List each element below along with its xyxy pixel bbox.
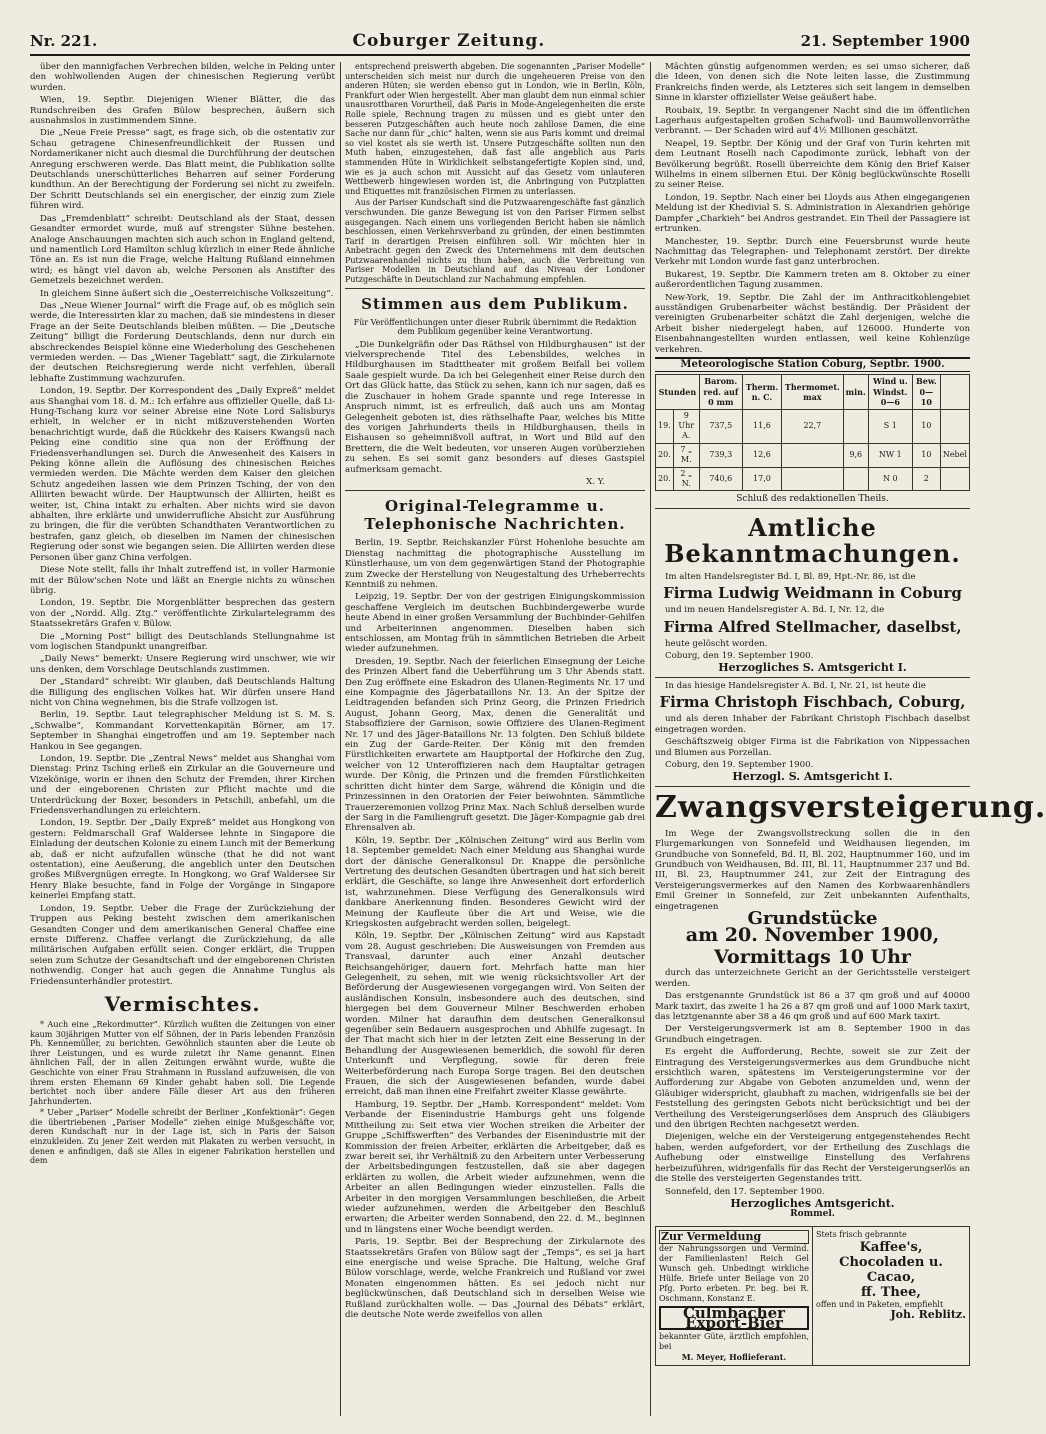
notice-signature: Herzogl. S. Amtsgericht I. xyxy=(732,770,893,784)
notice-text: In das hiesige Handelsregister A. Bd. I, Nr. 21, ist heute die xyxy=(665,680,926,691)
table-cell: Nebel xyxy=(940,443,969,467)
notice-date: Coburg, den 19. September 1900. xyxy=(665,759,814,770)
notice-date: Sonnefeld, den 17. September 1900. xyxy=(665,1186,825,1197)
ad-culmbacher xyxy=(656,1227,812,1365)
ad-product: Culmbacher Export-Bier xyxy=(659,1306,809,1330)
table-cell: 22,7 xyxy=(782,409,844,443)
article-paragraph: Mächten günstig aufgenommen werden; es sei umso sicherer, daß die Ideen, von denen sich die Note leiten lasse, die Zustimmung Frankreichs finden werde, als Letzteres sich seit langem in demselben Sinne in klarster offiziellster Weise geäußert habe. xyxy=(655,62,970,104)
article-paragraph: Wien, 19. Septbr. Diejenigen Wiener Blätter, die das Rundschreiben des Grafen Bülow besprechen, äußern sich ausnahmslos in zustimmendem Sinne. xyxy=(30,95,335,127)
issue-number: Nr. 221. xyxy=(30,32,98,50)
weather-table xyxy=(655,374,970,491)
article-paragraph: entsprechend preiswerth abgeben. Die sogenannten „Pariser Modelle“ unterscheiden sich meist nur durch die ungeheueren Preise von den anderen Hüten; sie werden ebenso gut in London, wie in Berlin, Köln, Frankfurt oder Wien hergestellt. Aber man glaubt dem nun einmal schier unausrottbaren Vorurtheil, daß Paris in Mode-Angelegenheiten die erste Rolle spiele, Rechnung tragen zu müssen und es giebt unter den besseren Putzgeschäften auch heute noch zahllose Damen, die eine Sache nur dann für „chic“ halten, wenn sie aus Paris kommt und dreimal so viel kostet als sie werth ist. Unsere Putzgeschäfte sollten nun den Muth haben, einzugestehen, daß fast alle angeblich aus Paris stammenden Hüte in Wirklichkeit selbstangefertigte Kopien sind, und, wie es ja auch schon mit Aussicht auf das Gesetz vom unlauteren Wettbewerb hingewiesen worden ist, die Anbringung von Putzplatten und Etiquettes mit französischen Firmen zu unterlassen. xyxy=(345,62,645,196)
section-disclaimer: Für Veröffentlichungen unter dieser Rubrik übernimmt die Redaktion dem Publikum gegenüber keine Verantwortung. xyxy=(353,317,637,336)
notice-text: und im neuen Handelsregister A. Bd. I, Nr. 12, die xyxy=(665,605,885,616)
table-cell: 739,3 xyxy=(699,443,742,467)
table-row xyxy=(656,443,970,467)
divider xyxy=(345,288,645,289)
article-paragraph: Bukarest, 19. Septbr. Die Kammern treten am 8. Oktober zu einer außerordentlichen Tagung zusammen. xyxy=(655,269,970,291)
notice-signature: Herzogliches Amtsgericht. xyxy=(730,1196,895,1210)
page-header xyxy=(30,28,970,56)
table-cell: 2 „ N. xyxy=(673,467,699,491)
ad-signature: Joh. Reblitz. xyxy=(890,1307,966,1321)
weather-col-wind: Wind u. Windst. 0—6 xyxy=(868,375,912,409)
ad-product: Cacao, xyxy=(866,1269,916,1285)
telegram-paragraph: Köln, 19. Septbr. Der „Kölnischen Zeitung“ wird aus Berlin vom 18. September gemeldet: Nach einer Meldung aus Shanghai wurde dort der dänische Generalkonsul Dr. Knappe die persönliche Vertretung des deutschen Gesandten übertragen und hat sich bereit erklärt, die Geschäfte, so lange ihre Anwesenheit dort erforderlich ist, wahrzunehmen. Diese Verfügung des Generalkonsuls wird dankbare Anerkennung finden. Besonderes Gewicht wird der Meinung der Kaufleute über die Art und Weise, wie die Kriegskosten aufgebracht werden sollen, beigelegt. xyxy=(345,835,645,929)
column-rule xyxy=(650,62,651,1416)
article-paragraph: London, 19. Septbr. Nach einer bei Lloyds aus Athen eingegangenen Meldung ist der Khedivial S. S. Administration in Alexandrien gehörige Dampfer „Charkieh“ bei Andros gestrandet. Ein Theil der Passagiere ist ertrunken. xyxy=(655,192,970,235)
table-cell xyxy=(843,409,868,443)
notice-text: durch das unterzeichnete Gericht an der Gerichtsstelle versteigert werden. xyxy=(655,968,970,989)
table-cell: 737,5 xyxy=(699,409,742,443)
column-2 xyxy=(345,62,645,1416)
article-paragraph: London, 19. Septbr. Ueber die Frage der Zurückziehung der Truppen aus Peking besteht zwischen dem amerikanischen Gesandten Conger und dem amerikanischen General Chaffee eine ernste Differenz. Chaffee verlangt die Zurückziehung, da alle militärischen Aufgaben erfüllt seien. Conger erklärt, die Truppen seien zum Schutze der Gesandtschaft und der eingeborenen Christen nothwendig. Conger hat auch gegen die Annahme Tunglus als Friedensunterhändler protestirt. xyxy=(30,903,335,987)
ad-signature: M. Meyer, Hoflieferant. xyxy=(681,1351,787,1362)
article-paragraph: London, 19. Septbr. Die Morgenblätter besprechen das gestern von der „Nordd. Allg. Ztg.“ veröffentlichte Zirkulartelegramm des Staatssekretärs Grafen v. Bülow. xyxy=(30,598,335,630)
table-cell: NW 1 xyxy=(868,443,912,467)
telegram-paragraph: Köln, 19. Septbr. Der „Kölnischen Zeitung“ wird aus Kapstadt vom 28. August geschrieben: Die Ausweisungen von Fremden aus Transvaal, darunter auch einer Anzahl deutscher Reichsangehöriger, dauern fort. Mehrfach hatte man hier Gelegenheit, zu sehen, mit wie wenig rücksichtsvoller Art der Beförderung der Ausgewiesenen vorgegangen wird. Von Seiten der ausländischen Konsuln, insbesondere auch des deutschen, sind hiergegen bei dem Gouverneur Milner Beschwerden erhoben worden. Milner hat daraufhin dem deutschen Generalkonsul gegenüber sein Bedauern ausgesprochen und Abhilfe zugesagt. In der That macht sich hier in der letzten Zeit eine Besserung in der Behandlung der Ausgewiesenen bemerklich, die sowohl für deren Unterkunft und Verpflegung, sowie für deren freie Weiterbeförderung nach Europa Sorge tragen. Bei den deutschen Frauen, die sich der Ausgewiesenen befanden, wurde dabei erreicht, daß man ihnen eine Freifahrt zweiter Klasse gewährte. xyxy=(345,931,645,1098)
ad-product: ff. Thee, xyxy=(861,1284,921,1300)
table-cell: 12,6 xyxy=(742,443,781,467)
firm-name: Firma Ludwig Weidmann in Coburg xyxy=(663,584,962,603)
table-cell xyxy=(782,467,844,491)
article-paragraph: Diese Note stellt, falls ihr Inhalt zutreffend ist, in voller Harmonie mit der Bülow'schen Note und läßt an Energie nichts zu wünschen übrig. xyxy=(30,565,335,596)
weather-table-header xyxy=(656,375,970,409)
notice-text: Es ergeht die Aufforderung, Rechte, soweit sie zur Zeit der Eintragung des Versteigerungsvermerkes aus dem Grundbuche nicht ersichtlich waren, spätestens im Versteigerungstermine vor der Aufforderung zur Abgabe von Geboten anzumelden und, wenn der Gläubiger widerspricht, glaubhaft zu machen, widrigenfalls sie bei der Feststellung des geringsten Gebots nicht berücksichtigt und bei der Vertheilung des Versteigerungserlöses dem Anspruch des Gläubigers und den übrigen Rechten nachgesetzt werden. xyxy=(655,1047,970,1131)
weather-col-barom: Barom. red. auf 0 mm xyxy=(699,375,742,409)
article-paragraph: London, 19. Septbr. Die „Zentral News“ meldet aus Shanghai vom Dienstag: Prinz Tsching erließ ein Zirkular an die Gouverneure und Vizekönige, worin er ihnen den Schutz der Fremden, ihrer Kirchen und der eingeborenen Christen zur Pflicht machte und die Unterdrückung der Boxer, besonders in Petschili, anbefahl, um die Friedensverhandlungen zu erleichtern. xyxy=(30,754,335,817)
table-cell: 10 xyxy=(912,409,940,443)
section-heading-vermischtes: Vermischtes. xyxy=(104,991,261,1016)
article-paragraph: Der „Standard“ schreibt: Wir glauben, daß Deutschlands Haltung die Billigung des englischen Volkes hat. Wir dürfen unsere Hand nicht von China wegnehmen, bis die Strafe vollzogen ist. xyxy=(30,677,335,708)
table-cell xyxy=(940,409,969,443)
article-paragraph: Manchester, 19. Septbr. Durch eine Feuersbrunst wurde heute Nachmittag das Telegraphen- und Telephonamt zerstört. Der direkte Verkehr mit London wurde fast ganz unterbrochen. xyxy=(655,236,970,268)
firm-name: Firma Christoph Fischbach, Coburg, xyxy=(659,693,966,712)
divider xyxy=(655,677,970,678)
ad-product: Chocoladen u. xyxy=(839,1254,943,1270)
article-paragraph: London, 19. Septbr. Der Korrespondent des „Daily Expreß“ meldet aus Shanghai vom 18. d. M.: Ich erfahre aus offizieller Quelle, daß Li-Hung-Tschang kurz vor seiner Abreise eine Note Lord Salisburys erhielt, in welcher er in nicht mißzuverstehenden Worten benachrichtigt wurde, daß die Rückkehr des Kaisers Kwangsü nach Peking eine conditio sine qua non der Eröffnung der Friedensverhandlungen sei. Durch die Anwesenheit des Kaisers in Peking könne allein die Auflösung des chinesischen Reiches vermieden werden. Die Mächte werden dem Kaiser den gleichen Schutz angedeihen lassen wie dem Prinzen Tsching, der von den Alliirten bewacht würde. Der Hauptwunsch der Alliirten, heißt es weiter, ist, China intakt zu erhalten. Aber nichts wird sie davon abhalten, ihre erklärte und unwiderrufliche Absicht zur Ausführung zu bringen, die für die verübten Schandthaten Verantwortlichen zu bestrafen, ganz gleich, ob dieselben im Namen der chinesischen Regierung oder sonst wie begangen seien. Die Alliirten werden diese Personen über ganz China verfolgen. xyxy=(30,386,335,563)
table-cell: 9,6 xyxy=(843,443,868,467)
table-cell: 7 „ M. xyxy=(673,443,699,467)
notice-signature: Herzogliches S. Amtsgericht I. xyxy=(718,661,907,675)
editorial-end-note: Schluß des redaktionellen Theils. xyxy=(736,494,889,505)
table-cell xyxy=(843,467,868,491)
telegram-paragraph: Paris, 19. Septbr. Bei der Besprechung der Zirkularnote des Staatssekretärs Grafen von Bülow sagt der „Temps“, es sei ja hart eine energische und weise Sprache. Die Haltung, welche Graf Bülow vorschlage, werde, welche Frankreich und Rußland vor zwei Monaten eingenommen hätten. Es sei jedoch nicht nur beglückwünschen, daß Deutschland sich in derselben Weise wie Rußland zurückhalten wolle. — Das „Journal des Débats“ erklärt, die deutsche Note werde zweifellos von allen xyxy=(345,1237,645,1320)
table-cell: 19. xyxy=(656,409,674,443)
ad-text: offen und in Paketen, empfiehlt xyxy=(816,1299,944,1309)
letter-paragraph: „Die Dunkelgräfin oder Das Räthsel von Hildburghausen“ ist der vielversprechende Titel des Lebensbildes, welches in Hildburghausen im Stadttheater mit großem Beifall bei vollem Saale gespielt wurde. Da ich bei Gelegenheit einer Reise durch den Ort das Glück hatte, das Stück zu sehen, kann ich nur sagen, daß es die Zuschauer in hohem Grade spannte und rege Interesse in Anspruch nimmt, ist es erfreulich, daß auch uns am Montag Gelegenheit geboten ist, dies räthselhafte Paar, welches bis Mitte des vorigen Jahrhunderts theils in Hildburghausen, theils in Eishausen so geheimnißvoll auftrat, in Wort und Bild auf den Brettern, die die Welt bedeuten, vor unseren Augen vorüberziehen zu sehen. Es sei somit ganz besonders auf dieses Gastspiel aufmerksam gemacht. xyxy=(345,339,645,475)
ad-reblitz xyxy=(812,1227,969,1365)
section-heading-amtliche: Amtliche Bekanntmachungen. xyxy=(664,512,961,568)
ad-text: der Nahrungssorgen und Vermind. der Familienlasten! Reich Gel Wunsch geh. Unbedingt wirkliche Hülfe. Briefe unter Beilage von 20 Pfg. Porto erbeten. Pr. beg. bei R. Oschmann, Konstanz E. xyxy=(659,1243,809,1303)
article-paragraph: Das „Fremdenblatt“ schreibt: Deutschland als der Staat, dessen Gesandter ermordet wurde, muß auf strengster Sühne bestehen. Analoge Anschauungen machten sich auch schon in England geltend, und namentlich Lord Hamilton schlug kürzlich in einer Rede ähnliche Töne an. Es ist nun die Frage, welche Haltung Rußland einnehmen wird; es hängt viel davon ab, welche Personen als Anstifter des Gemetzels bezeichnet werden. xyxy=(30,213,335,287)
notice-date: Coburg, den 19. September 1900. xyxy=(665,651,814,662)
telegram-paragraph: Hamburg, 19. Septbr. Der „Hamb. Korrespondent“ meldet: Vom Verbande der Eisenindustrie Hamburgs geht uns folgende Mittheilung zu: Seit etwa vier Wochen streiken die Arbeiter der Gruppe „Schiffswerften“ des Verbandes der Eisenindustrie mit der Kommission der freien Arbeiter, erklärten die Arbeitgeber, daß es zwar bereit sei, ihr Verhältniß zu den Arbeitern unter Verbesserung der Arbeitsbedingungen festzustellen, daß sie aber dagegen erklärten zu wollen, die Arbeit wieder aufzunehmen, wenn die Arbeiter an allen Bedingungen wieder einzustellen. Falls die Arbeiter in den morgigen Versammlungen beschließen, die Arbeit wieder aufzunehmen, werden die Arbeitgeber den Beschluß erwarten; die Arbeiter werden Sonnabend, den 22. d. M., beginnen und in längstens einer Woche beendigt werden. xyxy=(345,1099,645,1235)
article-paragraph: London, 19. Septbr. Der „Daily Expreß“ meldet aus Hongkong von gestern: Feldmarschall Graf Waldersee lehnte in Singapore die Einladung der deutschen Kolonie zu einem Lunch mit der Bemerkung ab, daß er nicht aufzufallen wünsche (that he did not want ostentation), eine Aeußerung, die angeblich unter den Deutschen großes Mißvergnügen erregte. In Hongkong, wo Graf Waldersee Sir Henry Blake besuchte, fand in Folge der Vorgänge in Singapore keinerlei Empfang statt. xyxy=(30,818,335,902)
table-cell: S 1 xyxy=(868,409,912,443)
table-cell: 9 Uhr A. xyxy=(673,409,699,443)
table-cell: 10 xyxy=(912,443,940,467)
issue-date: 21. September 1900 xyxy=(800,32,970,50)
article-paragraph: Die „Neue Freie Presse“ sagt, es frage sich, ob die ostentativ zur Schau getragene Chinesenfreundlichkeit der Russen und Nordamerikaner nicht auch diesmal die Durchführung der deutschen Anregung erschweren werde. Das Blatt meint, die Publikation sollte Deutschlands unerschütterliches Beharren auf seiner Forderung kundthun. An der Berechtigung der Forderung sei nicht zu zweifeln. Der Schritt Deutschlands sei ein energischer, der einzig zum Ziele führen wird. xyxy=(30,128,335,212)
telegram-paragraph: Leipzig, 19. Septbr. Der von der gestrigen Einigungskommission geschaffene Vergleich im deutschen Buchbindergewerbe wurde heute Abend in einer großen Versammlung der Buchbinder-Gehilfen und Arbeiterinnen angenommen. Dieselben haben sich entschlossen, am Montag früh in sämmtlichen Betrieben die Arbeit wieder aufzunehmen. xyxy=(345,592,645,655)
table-cell: N 0 xyxy=(868,467,912,491)
divider xyxy=(655,786,970,787)
ad-product: Kaffee's, xyxy=(859,1239,923,1255)
auction-date: am 20. November 1900, Vormittags 10 Uhr xyxy=(685,924,940,969)
newspaper-title: Coburger Zeitung. xyxy=(352,31,546,51)
misc-paragraph: * Auch eine „Rekordmutter“. Kürzlich wußten die Zeitungen von einer kaum 30jährigen Mutter von elf Söhnen, der in Paris lebenden Französin Ph. Kennemüller, zu berichten. Gewöhnlich staunten aber die Leute ob ihrer Leistungen, und es wurde zuletzt ihr Name genannt. Einen ähnlichen Fall, der in allen Zeitungen erwähnt wurde, wußte die Geschichte von einer Frau Strahmann in Russland aufzuweisen, die von ihrem ersten Ehemann 69 Kinder gehabt haben soll. Die Legende berichtet noch über andere Fälle dieser Art aus den früheren Jahrhunderten. xyxy=(30,1019,335,1106)
table-cell: 2 xyxy=(912,467,940,491)
weather-col-stunden: Stunden xyxy=(656,375,700,409)
article-paragraph: Roubaix, 19. Septbr. In vergangener Nacht sind die im öffentlichen Lagerhaus aufgestapelten großen Schafwoll- und Baumwollenvorräthe verbrannt. — Der Schaden wird auf 4½ Millionen geschätzt. xyxy=(655,105,970,137)
weather-col-min: min. xyxy=(843,375,868,409)
table-cell: 20. xyxy=(656,467,674,491)
column-1 xyxy=(30,62,335,1416)
section-heading-telegramme: Original-Telegramme u. Telephonische Nachrichten. xyxy=(364,497,626,534)
firm-name: Firma Alfred Stellmacher, daselbst, xyxy=(663,617,962,636)
notice-text: und als deren Inhaber der Fabrikant Christoph Fischbach daselbst eingetragen worden. xyxy=(655,714,970,735)
section-heading-stimmen: Stimmen aus dem Publikum. xyxy=(361,294,629,313)
ad-text: Stets frisch gebrannte xyxy=(816,1229,907,1239)
advertisements xyxy=(655,1226,970,1366)
article-paragraph: Aus der Pariser Kundschaft sind die Putzwaarengeschäfte fast gänzlich verschwunden. Die ganze Bewegung ist von den Pariser Firmen selbst ausgegangen. Nach einem uns vorliegenden Bericht haben sie nämlich beschlossen, einen Verkehrsverband zu gründen, der einen bestimmten Tarif in derartigen Preisen einführen soll. Wir möchten hier in Anbetracht gegen den Zweck des Unternehmens mit dem deutschen Putzwaarenhandel nichts zu thun haben, auch die Verbreitung von Pariser Modellen in Deutschland auf das Niveau der Londoner Putzgeschäfte in Deutschland zur Nachahmung empfehlen. xyxy=(345,198,645,285)
weather-col-max: Thermomet. max xyxy=(782,375,844,409)
weather-table-title: Meteorologische Station Coburg, Septbr. 1900. xyxy=(655,357,970,372)
notice-text: Im alten Handelsregister Bd. I, Bl. 89, Hpt.-Nr. 86, ist die xyxy=(665,571,916,582)
zwangsversteigerung-heading: Zwangsversteigerung. xyxy=(655,789,1046,825)
notice-text: Das erstgenannte Grundstück ist 86 a 37 qm groß und auf 40000 Mark taxirt, das zweite 1 ha 26 a 87 qm groß und auf 1000 Mark taxirt, das letztgenannte aber 38 a 46 qm groß und auf 600 Mark taxirt. xyxy=(655,991,970,1022)
table-cell: 17,0 xyxy=(742,467,781,491)
notice-signature-name: Rommel. xyxy=(790,1209,835,1220)
notice-text: Der Versteigerungsvermerk ist am 8. September 1900 in das Grundbuch eingetragen. xyxy=(655,1024,970,1045)
misc-paragraph: * Ueber „Pariser“ Modelle schreibt der Berliner „Konfektionär“: Gegen die übertriebenen „Pariser Modelle“ ziehen einige Mußgeschäfte vor, deren Kundschaft nur in der Lage ist, sich in Paris der Saison einzukleiden. Zu jener Zeit werden mit Plakaten zu werben versucht, in denen e anfindigen, daß sie Alles in eigener Fabrikation herstellen und dem xyxy=(30,1108,335,1166)
notice-text: Im Wege der Zwangsvollstreckung sollen die in den Flurgemarkungen von Sonnefeld und Weidhausen liegenden, im Grundbuche von Sonnefeld, Bd. II, Bl. 202, Hauptnummer 160, und im Grundbuch von Weidhausen, Bd. III, Bl. 11, Hauptnummer 237 und Bd. III, Bl. 23, Hauptnummer 241, zur Zeit der Eintragung des Versteigerungsvermerkes auf den Namen des Korbwaarenhändlers Emil Greiner in Sonnefeld, zur Zeit unbekannten Aufenthalts, eingetragenen xyxy=(655,828,970,912)
table-cell: 11,6 xyxy=(742,409,781,443)
divider xyxy=(655,508,970,509)
column-rule xyxy=(340,62,341,1416)
article-paragraph: In gleichem Sinne äußert sich die „Oesterreichische Volkszeitung“. xyxy=(40,288,334,299)
weather-col-therm: Therm. n. C. xyxy=(742,375,781,409)
grundstuecke-heading: Grundstücke xyxy=(747,907,878,929)
article-paragraph: Das „Neue Wiener Journal“ wirft die Frage auf, ob es möglich sein werde, die Interessirten klar zu machen, daß sie mindestens in dieser Frage an der Seite Deutschlands bleiben müßten. — Die „Deutsche Zeitung“ billigt die Forderung Deutschlands, denn nur durch ein abschreckendes Beispiel könne eine Wiederholung des Geschehenen vermieden werden. — Das „Wiener Tageblatt“ sagt, die Zirkularnote der deutschen Reichsregierung werde nicht verfehlen, überall lebhafte Zustimmung wachzurufen. xyxy=(30,300,335,384)
article-paragraph: Berlin, 19. Septbr. Laut telegraphischer Meldung ist S. M. S. „Schwalbe“, Kommandant Korvettenkapitän Börner, am 17. September in Shanghai eingetroffen und am 19. September nach Hankou in See gegangen. xyxy=(30,710,335,752)
table-row xyxy=(656,409,970,443)
table-cell: 20. xyxy=(656,443,674,467)
article-paragraph: über den mannigfachen Verbrechen bilden, welche in Peking unter den wohlwollenden Augen der chinesischen Regierung verübt wurden. xyxy=(30,62,335,93)
table-cell xyxy=(782,443,844,467)
notice-text: Geschäftszweig obiger Firma ist die Fabrikation von Nippessachen und Blumen aus Porzellan. xyxy=(655,737,970,758)
telegram-paragraph: Dresden, 19. Septbr. Nach der feierlichen Einsegnung der Leiche des Prinzen Albert fand die Ueberführung um 3 Uhr Abends statt. Den Zug eröffnete eine Eskadron des Ulanen-Regiments Nr. 17 und eine Kompagnie des Jägerbataillons Nr. 13. An der Spitze der Leidtragenden befanden sich Prinz Georg, die Prinzen Friedrich August, Johann Georg, Max, denen die Generalität und Stabsoffiziere der Garnison, sowie Offiziere des Ulanen-Regiment Nr. 17 und des Jäger-Bataillons Nr. 13 folgten. Den Schluß bildete ein Zug der Garde-Reiter. Der König mit den fremden Fürstlichkeiten erwartete am Hauptportal der Hofkirche den Zug, welcher von 12 Unteroffizieren nach dem Hauptaltar getragen wurde. Der König, die Prinzen und die fremden Fürstlichkeiten schritten dicht hinter dem Sarge, während die Königin und die Prinzessinnen in den Oratorien der Feier beiwohnten. Sämmtliche Trauerzeremonien vollzog Prinz Max. Nach Schluß derselben wurde der Sarg in die Familiengruft gesetzt. Die Jäger-Kompagnie gab drei Ehrensalven ab. xyxy=(345,656,645,834)
article-paragraph: Neapel, 19. Septbr. Der König und der Graf von Turin kehrten mit dem Leutnant Roselli nach Capodimonte zurück, lebhaft von der Bevölkerung begrüßt. Roselli überreichte dem König den Brief Kaiser Wilhelms in einem silbernen Etui. Der König beglückwünschte Roselli zu seiner Reise. xyxy=(655,138,970,191)
article-paragraph: Die „Morning Post“ billigt des Deutschlands Stellungnahme ist vom logischen Standpunkt unangreifbar. xyxy=(30,631,335,652)
column-3 xyxy=(655,62,1046,1416)
divider xyxy=(345,490,645,491)
table-cell: 740,6 xyxy=(699,467,742,491)
telegram-paragraph: Berlin, 19. Septbr. Reichskanzler Fürst Hohenlohe besuchte am Dienstag nachmittag die photographische Ausstellung im Künstlerhause, um von dem gegenwärtigen Stand der Photographie zum Zwecke der Herstellung von Neugestaltung des Urheberrechts Kenntniß zu nehmen. xyxy=(345,538,645,590)
article-paragraph: New-York, 19. Septbr. Die Zahl der im Anthracitkohlengebiet ausständigen Grubenarbeiter wächst beständig. Der Präsident der vereinigten Grubenarbeiter schätzt die Zahl derjenigen, welche die Arbeit bisher niedergelegt haben, auf 126000. Hunderte von Eisenbahnangestellten wurden entlassen, weil keine Kohlenzüge verkehren. xyxy=(655,292,970,355)
weather-col-note xyxy=(940,375,969,409)
table-row xyxy=(656,467,970,491)
weather-col-bew: Bew. 0—10 xyxy=(912,375,940,409)
notice-text: heute gelöscht worden. xyxy=(665,638,768,649)
article-paragraph: „Daily News“ bemerkt: Unsere Regierung wird unschwer, wie wir uns denken, dem Vorschlage Deutschlands zustimmen. xyxy=(30,654,335,675)
ad-headline: Zur Vermeldung xyxy=(659,1230,809,1244)
ad-text: bekannter Güte, ärztlich empfohlen, bei xyxy=(659,1331,809,1351)
table-cell xyxy=(940,467,969,491)
notice-text: Diejenigen, welche ein der Versteigerung entgegenstehendes Recht haben, werden aufgefordert, vor der Ertheilung des Zuschlags die Aufhebung oder einstweilige Einstellung des Verfahrens herbeizuführen, widrigenfalls für das Recht der Versteigerungserlös an die Stelle des versteigerten Gegenstandes tritt. xyxy=(655,1132,970,1185)
letter-signature: X. Y. xyxy=(586,476,605,487)
